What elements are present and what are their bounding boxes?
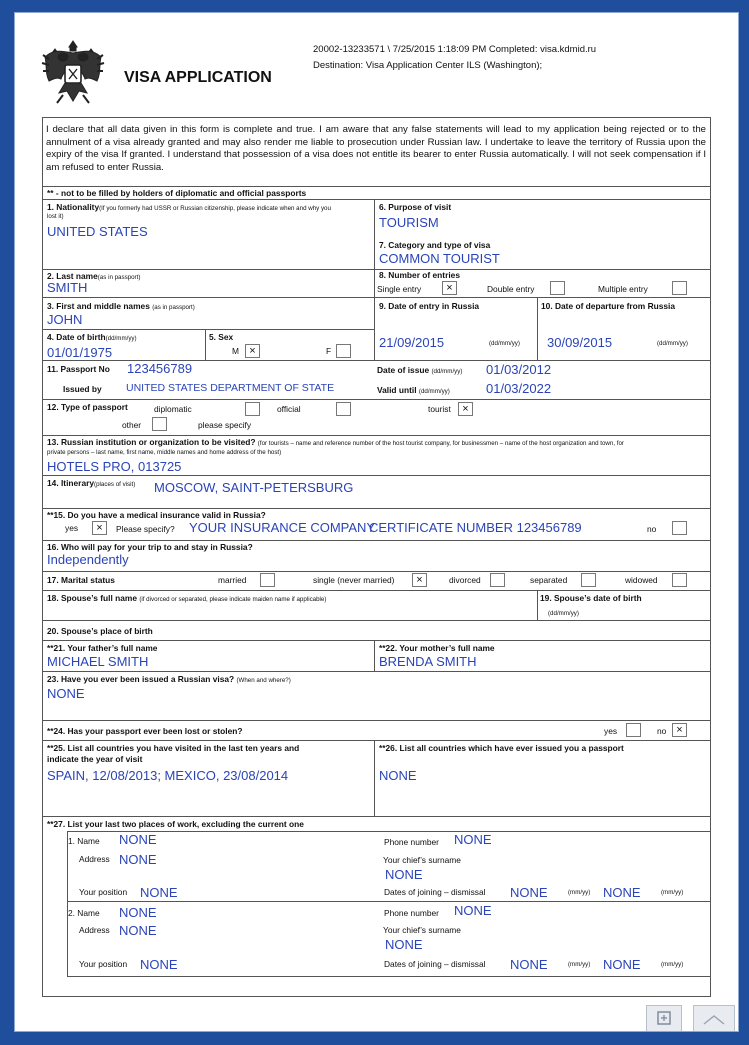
job1-position-label: Your position	[79, 887, 128, 897]
sex-f-label: F	[326, 346, 332, 356]
job1-mmyy-1: (mm/yy)	[568, 889, 591, 896]
father-name-value[interactable]: MICHAEL SMITH	[47, 654, 149, 669]
note-diplomatic: ** - not to be filled by holders of diplomatic and official passports	[47, 188, 307, 198]
job1-address-label: Address	[79, 854, 110, 864]
widowed-checkbox[interactable]	[672, 573, 687, 587]
institution-label: 13. Russian institution or organization to be visited? (for tourists – name and reference number of the host tourist company, for businessmen – name of the host organization and town, for	[47, 437, 624, 447]
visa-category-value[interactable]: COMMON TOURIST	[379, 251, 500, 266]
single-checkbox[interactable]: ×	[412, 573, 427, 587]
job1-name-label: 1. Name	[68, 836, 100, 846]
multiple-entry-checkbox[interactable]	[672, 281, 687, 295]
mother-name-label: **22. Your mother’s full name	[379, 643, 495, 653]
passport-no-value[interactable]: 123456789	[127, 361, 193, 376]
payer-label: 16. Who will pay for your trip to and stay in Russia?	[47, 542, 253, 552]
itinerary-value[interactable]: MOSCOW, SAINT-PETERSBURG	[154, 480, 354, 495]
official-checkbox[interactable]	[336, 402, 351, 416]
father-name-label: **21. Your father’s full name	[47, 643, 158, 653]
first-name-value[interactable]: JOHN	[47, 312, 83, 327]
passport-no-label: 11. Passport No	[47, 364, 110, 374]
job1-address-value[interactable]: NONE	[119, 852, 157, 867]
job2-chief-label: Your chief’s surname	[383, 925, 461, 935]
mother-name-value[interactable]: BRENDA SMITH	[379, 654, 477, 669]
insurance-yes-checkbox[interactable]: ×	[92, 521, 107, 535]
visited-countries-label-2: indicate the year of visit	[47, 754, 143, 764]
passport-countries-label: **26. List all countries which have ever issued you a passport	[379, 743, 624, 753]
last-name-value[interactable]: SMITH	[47, 280, 88, 295]
dob-label: 4. Date of birth(dd/mm/yy)	[47, 332, 137, 342]
married-label: married	[218, 575, 247, 585]
visa-application-page	[14, 12, 739, 1032]
separated-label: separated	[530, 575, 568, 585]
diplomatic-checkbox[interactable]	[245, 402, 260, 416]
job2-dates-label: Dates of joining – dismissal	[384, 959, 486, 969]
dob-value[interactable]: 01/01/1975	[47, 345, 113, 360]
declaration-text: I declare that all data given in this form is complete and true. I am aware that any false statements will lead to my application being rejected or to the annulment of a visa already granted and may also render me liable to prosecution under Russian law. I undertake to leave the territory of Russia upon the expiry of the visa If granted. I understand that possession of a visa does not entitle its bearer to enter Russia automatically. I will not seek compensation if I am refused to enter Russia.	[46, 124, 706, 173]
job1-mmyy-2: (mm/yy)	[661, 889, 684, 896]
nationality-value[interactable]: UNITED STATES	[47, 224, 148, 239]
insurance-company-value[interactable]: YOUR INSURANCE COMPANY	[189, 520, 376, 535]
work-places-label: **27. List your last two places of work, excluding the current one	[47, 819, 304, 829]
purpose-label: 6. Purpose of visit	[379, 202, 452, 212]
zoom-icon	[647, 1006, 681, 1032]
purpose-value[interactable]: TOURISM	[379, 215, 439, 230]
fullscreen-icon	[694, 1006, 734, 1032]
job1-name-value[interactable]: NONE	[119, 832, 157, 847]
passport-countries-value[interactable]: NONE	[379, 768, 417, 783]
job2-mmyy-1: (mm/yy)	[568, 961, 591, 968]
sex-m-checkbox[interactable]: ×	[245, 344, 260, 358]
nationality-label: 1. Nationality(If you formerly had USSR or Russian citizenship, please indicate when and why you	[47, 202, 331, 212]
institution-value[interactable]: HOTELS PRO, 013725	[47, 459, 182, 474]
lost-passport-no-label: no	[657, 726, 667, 736]
departure-date-format: (dd/mm/yy)	[657, 340, 688, 347]
passport-type-label: 12. Type of passport	[47, 402, 128, 412]
job1-position-value[interactable]: NONE	[140, 885, 178, 900]
sex-f-checkbox[interactable]	[336, 344, 351, 358]
job1-dismiss-value[interactable]: NONE	[603, 885, 641, 900]
double-entry-label: Double entry	[487, 284, 535, 294]
job1-phone-value[interactable]: NONE	[454, 832, 492, 847]
job2-address-value[interactable]: NONE	[119, 923, 157, 938]
other-checkbox[interactable]	[152, 417, 167, 431]
job2-position-label: Your position	[79, 959, 128, 969]
issue-date-value[interactable]: 01/03/2012	[486, 362, 552, 377]
sex-label: 5. Sex	[209, 332, 234, 342]
job1-chief-label: Your chief’s surname	[383, 855, 461, 865]
double-entry-checkbox[interactable]	[550, 281, 565, 295]
insurance-label: **15. Do you have a medical insurance valid in Russia?	[47, 510, 266, 520]
nationality-note: lost it)	[47, 213, 64, 220]
marital-label: 17. Marital status	[47, 575, 115, 585]
insurance-no-label: no	[647, 524, 657, 534]
entry-date-label: 9. Date of entry in Russia	[379, 301, 480, 311]
entry-date-format: (dd/mm/yy)	[489, 340, 520, 347]
coat-of-arms-icon	[41, 35, 105, 109]
insurance-no-checkbox[interactable]	[672, 521, 687, 535]
visited-countries-value[interactable]: SPAIN, 12/08/2013; MEXICO, 23/08/2014	[47, 768, 289, 783]
fullscreen-button[interactable]	[693, 1005, 735, 1032]
job1-dates-label: Dates of joining – dismissal	[384, 887, 486, 897]
visited-countries-label: **25. List all countries you have visited in the last ten years and	[47, 743, 300, 753]
meta-line-2: Destination: Visa Application Center ILS (Washington);	[313, 60, 543, 71]
spouse-dob-format: (dd/mm/yy)	[548, 610, 579, 617]
job2-name-value[interactable]: NONE	[119, 905, 157, 920]
lost-passport-label: **24. Has your passport ever been lost or stolen?	[47, 726, 243, 736]
tourist-label: tourist	[428, 404, 451, 414]
issued-by-label: Issued by	[63, 384, 102, 394]
previous-visa-label: 23. Have you ever been issued a Russian visa? (When and where?)	[47, 674, 291, 684]
visa-category-label: 7. Category and type of visa	[379, 240, 491, 250]
single-label: single (never married)	[313, 575, 395, 585]
payer-value[interactable]: Independently	[47, 552, 129, 567]
spouse-birthplace-label: 20. Spouse’s place of birth	[47, 626, 153, 636]
entry-date-value[interactable]: 21/09/2015	[379, 335, 445, 350]
job2-position-value[interactable]: NONE	[140, 957, 178, 972]
insurance-yes-label: yes	[65, 523, 79, 533]
please-specify-label: please specify	[198, 420, 252, 430]
job2-chief-value[interactable]: NONE	[385, 937, 423, 952]
official-label: official	[277, 404, 301, 414]
lost-passport-yes-checkbox[interactable]	[626, 723, 641, 737]
spouse-name-label: 18. Spouse’s full name (if divorced or separated, please indicate maiden name if applicable)	[47, 593, 327, 603]
job2-name-label: 2. Name	[68, 908, 100, 918]
married-checkbox[interactable]	[260, 573, 275, 587]
spouse-dob-label: 19. Spouse’s date of birth	[540, 593, 642, 603]
departure-date-label: 10. Date of departure from Russia	[541, 301, 676, 311]
job2-phone-label: Phone number	[384, 908, 439, 918]
issue-date-label: Date of issue (dd/mm/yy)	[377, 365, 463, 375]
single-entry-checkbox[interactable]: ×	[442, 281, 457, 295]
diplomatic-label: diplomatic	[154, 404, 192, 414]
divorced-label: divorced	[449, 575, 481, 585]
valid-until-value[interactable]: 01/03/2022	[486, 381, 552, 396]
job2-phone-value[interactable]: NONE	[454, 903, 492, 918]
institution-note: private persons – last name, first name, middle names and home address of the host)	[47, 449, 282, 456]
job2-address-label: Address	[79, 925, 110, 935]
last-name-label: 2. Last name(as in passport)	[47, 271, 141, 281]
valid-until-label: Valid until (dd/mm/yy)	[377, 385, 450, 395]
insurance-specify-label: Please specify?	[116, 524, 175, 534]
zoom-button[interactable]	[646, 1005, 682, 1032]
sex-m-label: M	[232, 346, 239, 356]
job2-dismiss-value[interactable]: NONE	[603, 957, 641, 972]
entries-label: 8. Number of entries	[379, 270, 460, 280]
previous-visa-value[interactable]: NONE	[47, 686, 85, 701]
job2-join-value[interactable]: NONE	[510, 957, 548, 972]
job1-chief-value[interactable]: NONE	[385, 867, 423, 882]
job2-mmyy-2: (mm/yy)	[661, 961, 684, 968]
job1-phone-label: Phone number	[384, 837, 439, 847]
itinerary-label: 14. Itinerary(places of visit)	[47, 478, 136, 488]
lost-passport-no-checkbox[interactable]: ×	[672, 723, 687, 737]
lost-passport-yes-label: yes	[604, 726, 618, 736]
form-title: VISA APPLICATION	[124, 69, 272, 86]
job1-join-value[interactable]: NONE	[510, 885, 548, 900]
meta-line-1: 20002-13233571 \ 7/25/2015 1:18:09 PM Completed: visa.kdmid.ru	[313, 44, 597, 55]
issued-by-value[interactable]: UNITED STATES DEPARTMENT OF STATE	[126, 382, 335, 394]
multiple-entry-label: Multiple entry	[598, 284, 648, 294]
single-entry-label: Single entry	[377, 284, 422, 294]
first-name-label: 3. First and middle names (as in passport)	[47, 301, 195, 311]
divorced-checkbox[interactable]	[490, 573, 505, 587]
separated-checkbox[interactable]	[581, 573, 596, 587]
widowed-label: widowed	[625, 575, 658, 585]
tourist-checkbox[interactable]: ×	[458, 402, 473, 416]
departure-date-value[interactable]: 30/09/2015	[547, 335, 613, 350]
insurance-certificate-value[interactable]: CERTIFICATE NUMBER 123456789	[369, 520, 582, 535]
other-label: other	[122, 420, 142, 430]
